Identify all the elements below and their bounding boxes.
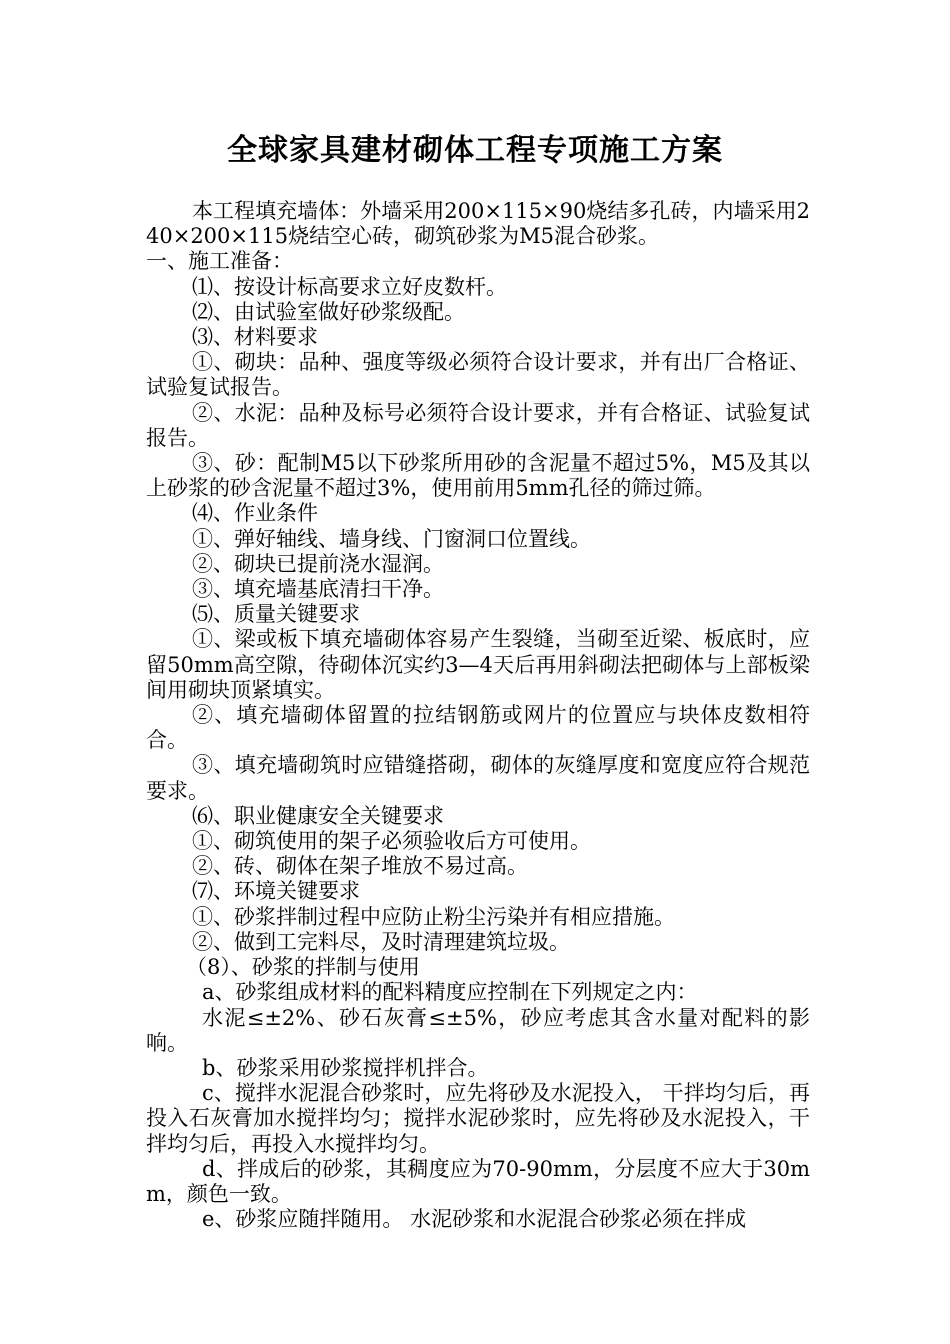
paragraph: ②、做到工完料尽，及时清理建筑垃圾。: [192, 929, 570, 954]
paragraph: d、拌成后的砂浆，其稠度应为70-90mm，分层度不应大于30mm，颜色一致。: [146, 1156, 810, 1206]
paragraph: ②、填充墙砌体留置的拉结钢筋或网片的位置应与块体皮数相符合。: [146, 703, 810, 753]
paragraph: ③、填充墙基底清扫干净。: [192, 577, 444, 602]
paragraph: ②、水泥：品种及标号必须符合设计要求，并有合格证、试验复试报告。: [146, 400, 810, 450]
paragraph: 一、施工准备：: [146, 249, 293, 274]
paragraph: （8）、砂浆的拌制与使用: [186, 955, 420, 980]
paragraph: ①、砌块：品种、强度等级必须符合设计要求，并有出厂合格证、试验复试报告。: [146, 350, 810, 400]
paragraph: c、搅拌水泥混合砂浆时，应先将砂及水泥投入， 干拌均匀后，再投入石灰膏加水搅拌均匀；搅拌水泥砂浆时，应先将砂及水泥投入，干拌均匀后，再投入水搅拌均匀。: [146, 1081, 810, 1156]
paragraph: ①、砌筑使用的架子必须验收后方可使用。: [192, 829, 591, 854]
document-title: 全球家具建材砌体工程专项施工方案: [227, 133, 723, 168]
paragraph: ①、梁或板下填充墙砌体容易产生裂缝，当砌至近梁、板底时，应留50mm高空隙，待砌体沉实约3—4天后再用斜砌法把砌体与上部板梁间用砌块顶紧填实。: [146, 627, 810, 702]
paragraph: ②、砖、砌体在架子堆放不易过高。: [192, 854, 528, 879]
paragraph: e、砂浆应随拌随用。 水泥砂浆和水泥混合砂浆必须在拌成: [202, 1207, 747, 1232]
paragraph: ⑵、由试验室做好砂浆级配。: [192, 299, 465, 324]
paragraph: ⑸、质量关键要求: [192, 602, 360, 627]
paragraph: ③、填充墙砌筑时应错缝搭砌，砌体的灰缝厚度和宽度应符合规范要求。: [146, 753, 810, 803]
paragraph: 本工程填充墙体：外墙采用200×115×90烧结多孔砖，内墙采用240×200×115烧结空心砖，砌筑砂浆为M5混合砂浆。: [146, 199, 810, 249]
paragraph: ①、弹好轴线、墙身线、门窗洞口位置线。: [192, 526, 591, 551]
paragraph: a、砂浆组成材料的配料精度应控制在下列规定之内：: [202, 980, 698, 1005]
paragraph: ⑶、材料要求: [192, 325, 318, 350]
document-body: [146, 199, 810, 1232]
paragraph: ②、砌块已提前浇水湿润。: [192, 551, 444, 576]
paragraph: ⑷、作业条件: [192, 501, 318, 526]
paragraph: 水泥≤±2%、砂石灰膏≤±5%，砂应考虑其含水量对配料的影响。: [146, 1005, 810, 1055]
paragraph: ⑴、按设计标高要求立好皮数杆。: [192, 274, 507, 299]
paragraph: ①、砂浆拌制过程中应防止粉尘污染并有相应措施。: [192, 904, 675, 929]
paragraph: ③、砂：配制M5以下砂浆所用砂的含泥量不超过5%，M5及其以上砂浆的砂含泥量不超过3%，使用前用5mm孔径的筛过筛。: [146, 451, 810, 501]
paragraph: ⑹、职业健康安全关键要求: [192, 803, 444, 828]
paragraph: ⑺、环境关键要求: [192, 879, 360, 904]
paragraph: b、砂浆采用砂浆搅拌机拌合。: [202, 1055, 489, 1080]
